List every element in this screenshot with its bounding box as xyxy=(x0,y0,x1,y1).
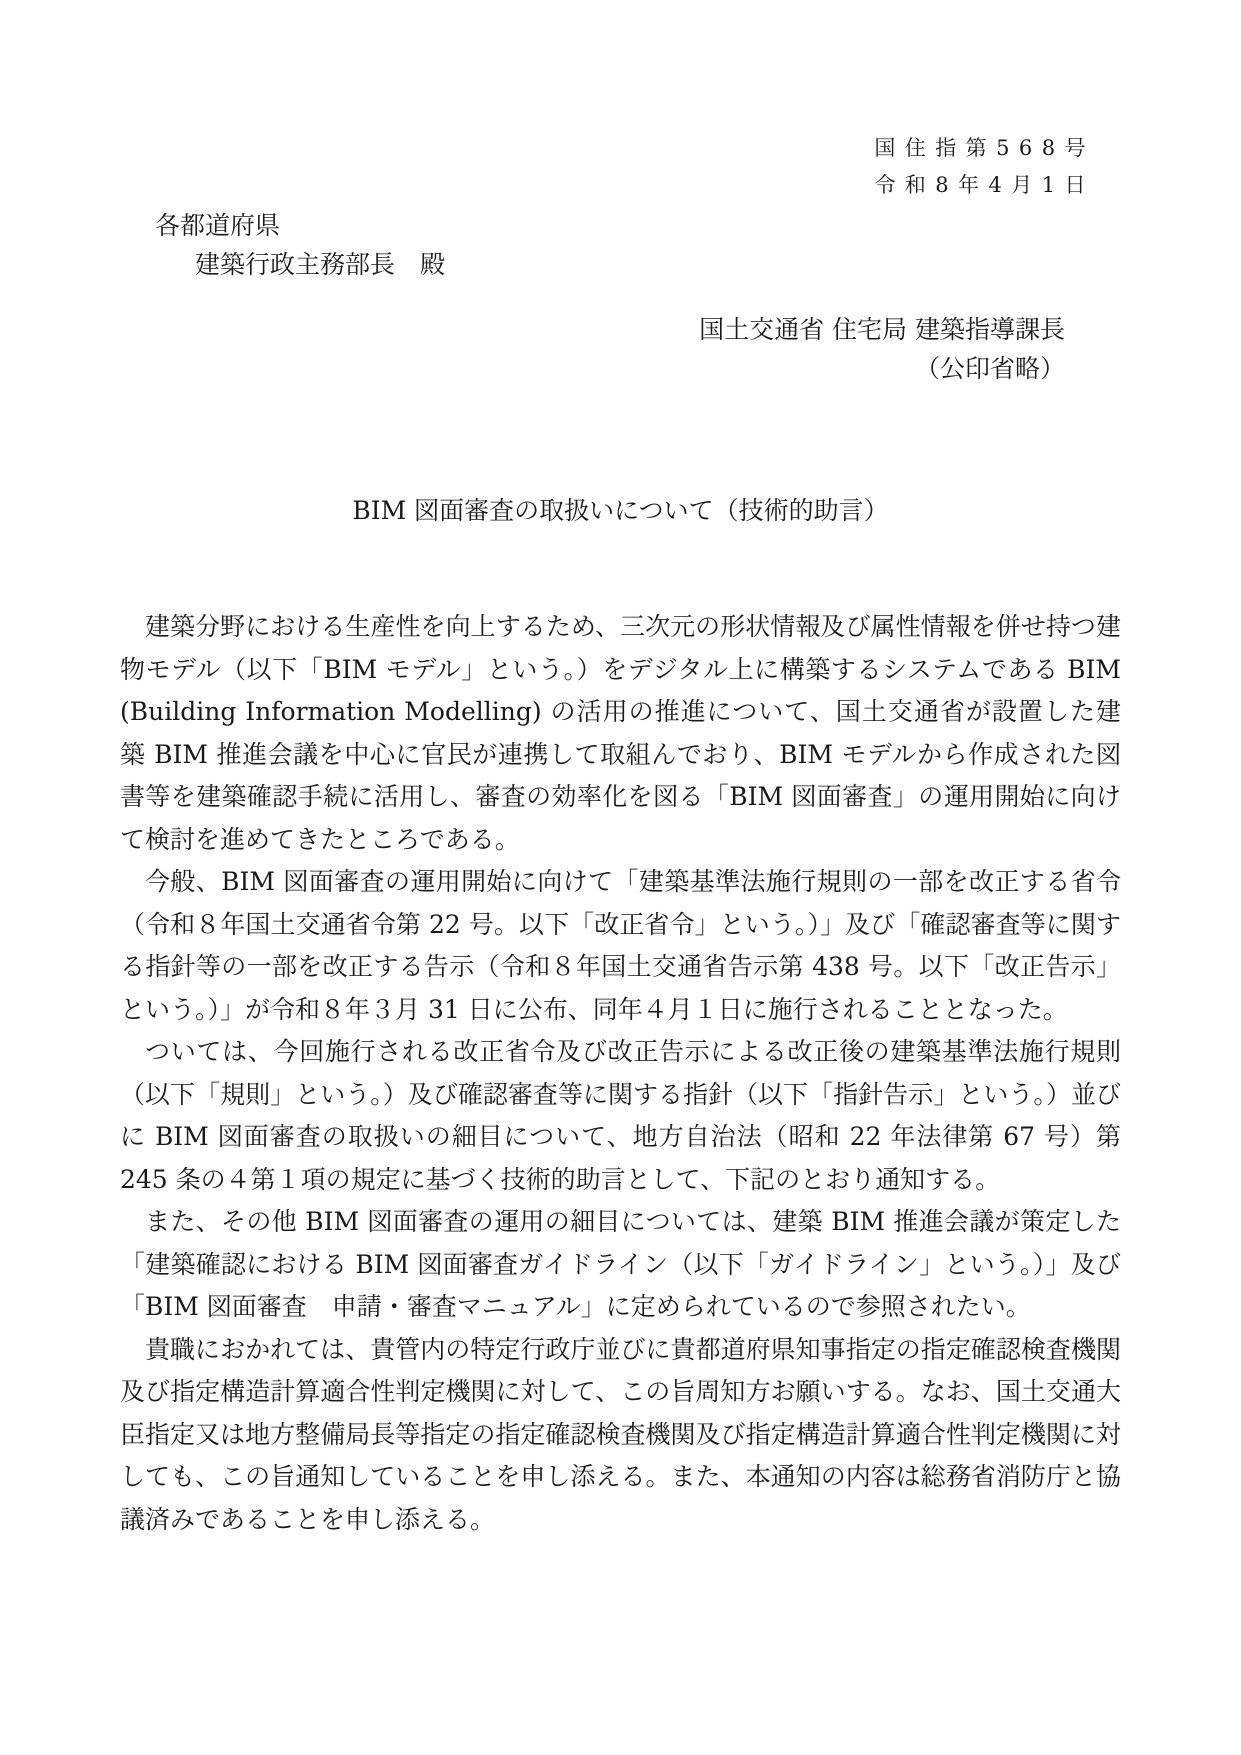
seal-omitted-note: （公印省略） xyxy=(914,354,1065,383)
recipient-prefecture: 各都道府県 xyxy=(155,211,281,240)
recipient-title: 建築行政主務部長 殿 xyxy=(195,250,446,279)
body-paragraph: 貴職におかれては、貴管内の特定行政庁並びに貴都道府県知事指定の指定確認検査機関及び指定構造計算適合性判定機関に対して、この旨周知方お願いする。なお、国土交通大臣指定又は地方整備局長等指定の指定確認検査機関及び指定構造計算適合性判定機関に対しても、この旨通知していることを申し添える。また、本通知の内容は総務省消防庁と協議済みであることを申し添える。 xyxy=(120,1334,1121,1534)
recipient-block xyxy=(120,206,1121,284)
document-body xyxy=(120,606,1121,1541)
body-paragraph: ついては、今回施行される改正省令及び改正告示による改正後の建築基準法施行規則（以下「規則」という。）及び確認審査等に関する指針（以下「指針告示」という。）並びに BIM 図面審査の取扱いの細目について、地方自治法（昭和 22 年法律第 67 号）第 245 条の４第１項の規定に基づく技術的助言として、下記のとおり通知する。 xyxy=(120,1037,1121,1194)
body-paragraph: 今般、BIM 図面審査の運用開始に向けて「建築基準法施行規則の一部を改正する省令（令和８年国土交通省令第 22 号。以下「改正省令」という。）」及び「確認審査等に関する指針等の一部を改正する告示（令和８年国土交通省告示第 438 号。以下「改正告示」という。）」が令和８年３月 31 日に公布、同年４月１日に施行されることとなった。 xyxy=(120,867,1121,1024)
sender-name: 国土交通省 住宅局 建築指導課長 xyxy=(699,315,1065,344)
body-paragraph: 建築分野における生産性を向上するため、三次元の形状情報及び属性情報を併せ持つ建物モデル（以下「BIM モデル」という。）をデジタル上に構築するシステムである BIM (Building Information Modelling) の活用の推進について、国土交通省が設置した建築 BIM 推進会議を中心に官民が連携して取組んでおり、BIM モデルから作成された図書等を建築確認手続に活用し、審査の効率化を図る「BIM 図面審査」の運用開始に向けて検討を進めてきたところである。 xyxy=(120,612,1121,854)
document-title: BIM 図面審査の取扱いについて（技術的助言） xyxy=(352,496,889,525)
body-paragraph: また、その他 BIM 図面審査の運用の細目については、建築 BIM 推進会議が策定した「建築確認における BIM 図面審査ガイドライン（以下「ガイドライン」という。）」及び「BIM 図面審査 申請・審査マニュアル」に定められているので参照されたい。 xyxy=(120,1207,1121,1321)
document-header xyxy=(120,130,1121,204)
sender-block xyxy=(120,310,1121,388)
issue-date: 令和8年4月1日 xyxy=(874,173,1095,197)
doc-number: 国住指第568号 xyxy=(874,136,1095,160)
